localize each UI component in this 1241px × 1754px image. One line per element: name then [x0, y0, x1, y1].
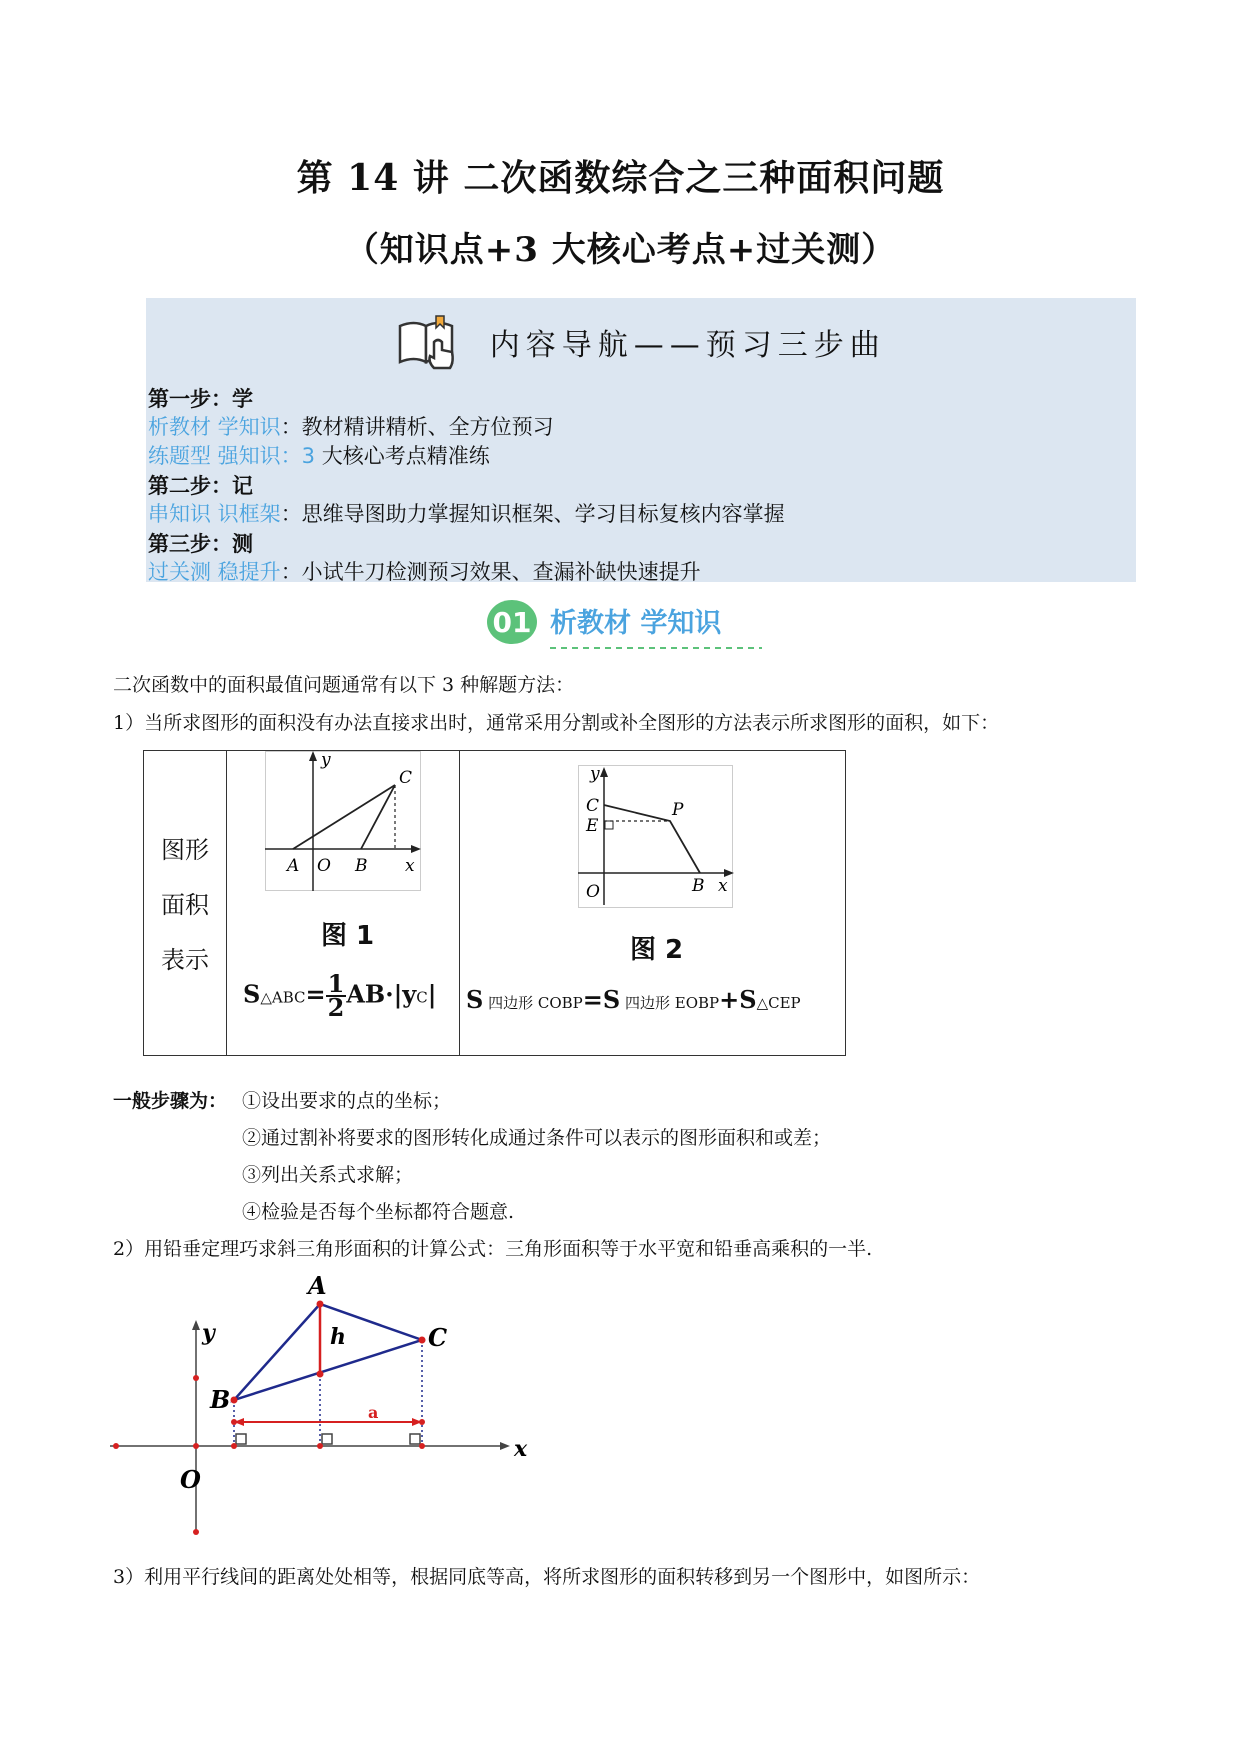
fig1-label-y: y — [321, 751, 331, 770]
formula2-s1: S — [466, 985, 484, 1014]
formula1-fraction — [326, 969, 347, 1022]
fig1-cell — [227, 751, 460, 1056]
table-label-cell — [144, 751, 227, 1056]
formula2-plus: + — [719, 985, 740, 1014]
figure-1 — [265, 751, 421, 893]
nav-line-4-text: ：小试牛刀检测预习效果、查漏补缺快速提升 — [280, 560, 701, 584]
fig3-label-h: h — [330, 1324, 346, 1350]
step-item-1: ①设出要求的点的坐标； — [242, 1090, 452, 1112]
badge-label: 析教材 学知识 — [550, 608, 722, 639]
nav-line-3 — [148, 500, 785, 529]
fig1-label-x: x — [405, 856, 415, 876]
formula1-den: 2 — [327, 993, 345, 1022]
fig3-label-b: B — [210, 1385, 231, 1414]
formula1-s: S — [243, 979, 261, 1009]
fig2-formula — [466, 985, 801, 1014]
nav-line-1-text: ：教材精讲精析、全方位预习 — [280, 415, 554, 439]
nav-line-3-text: ：思维导图助力掌握知识框架、学习目标复核内容掌握 — [280, 502, 785, 526]
step-item-4: ④检验是否每个坐标都符合题意. — [242, 1201, 515, 1223]
intro-text: 二次函数中的面积最值问题通常有以下 3 种解题方法： — [113, 674, 575, 696]
section-badge — [486, 598, 766, 654]
fig1-label-b: B — [355, 856, 368, 876]
fig3-label-y: y — [202, 1320, 215, 1346]
formula2-s3-sub: △CEP — [756, 994, 801, 1012]
label-line-3: 表示 — [161, 946, 209, 974]
fig2-caption: 图 2 — [630, 935, 684, 965]
formula1-s-sub: △ABC — [260, 988, 306, 1007]
fig3-label-a-width: a — [368, 1403, 379, 1422]
method-1-text: 1）当所求图形的面积没有办法直接求出时，通常采用分割或补全图形的方法表示所求图形的面积，如下： — [113, 712, 1000, 734]
formula1-eq: = — [305, 979, 326, 1009]
nav-line-3-label: 串知识 识框架 — [148, 502, 281, 526]
fig2-label-y: y — [590, 765, 600, 784]
nav-line-2-label: 练题型 强知识：3 — [148, 444, 316, 468]
step2-title: 第二步：记 — [148, 473, 253, 498]
step-item-3: ③列出关系式求解； — [242, 1164, 414, 1186]
label-line-1: 图形 — [161, 836, 209, 864]
fig2-label-p: P — [672, 800, 684, 820]
formula2-s2-sub: 四边形 EOBP — [620, 994, 720, 1012]
fig2-cell — [460, 751, 846, 1056]
step1-title: 第一步：学 — [148, 386, 253, 411]
content-navigation-box — [146, 298, 1136, 582]
label-line-2: 面积 — [161, 891, 209, 919]
nav-line-1-label: 析教材 学知识 — [148, 415, 281, 439]
fig2-label-x: x — [718, 876, 728, 896]
fig3-label-c: C — [428, 1323, 448, 1352]
page-title: 第 14 讲 二次函数综合之三种面积问题 — [296, 157, 945, 199]
formula2-s2: S — [602, 985, 621, 1014]
step-item-2: ②通过割补将要求的图形转化成通过条件可以表示的图形面积和或差； — [242, 1127, 832, 1149]
method-2-text: 2）用铅垂定理巧求斜三角形面积的计算公式：三角形面积等于水平宽和铅垂高乘积的一半. — [113, 1238, 873, 1260]
badge-number: 01 — [492, 606, 532, 639]
figure-3 — [110, 1270, 550, 1540]
step3-title: 第三步：测 — [148, 531, 253, 556]
nav-heading-text: 内容导航——预习三步曲 — [489, 328, 886, 363]
page-subtitle: （知识点+3 大核心考点+过关测） — [344, 230, 897, 270]
nav-heading — [146, 312, 1136, 372]
fig2-label-o: O — [586, 882, 600, 902]
formula2-s3: S — [739, 985, 757, 1014]
area-table — [143, 750, 846, 1056]
nav-line-4 — [148, 558, 701, 587]
fig1-label-a: A — [287, 856, 300, 876]
formula2-eq: = — [582, 985, 603, 1014]
fig3-label-x: x — [514, 1436, 528, 1462]
formula1-rhs: AB·|y — [346, 979, 417, 1009]
fig1-label-o: O — [317, 856, 331, 876]
fig2-label-c: C — [586, 796, 600, 816]
nav-line-2 — [148, 442, 490, 471]
fig1-formula — [243, 969, 437, 1022]
fig1-label-c: C — [399, 768, 413, 788]
steps-label: 一般步骤为： — [113, 1090, 228, 1112]
nav-line-2-text: 大核心考点精准练 — [315, 444, 490, 468]
fig2-label-b: B — [692, 876, 705, 896]
fig3-label-a-point: A — [308, 1271, 327, 1300]
formula1-rhs-sub: C — [416, 988, 428, 1007]
fig2-label-e: E — [586, 816, 599, 836]
formula1-rhs-end: | — [427, 979, 437, 1009]
fig1-caption: 图 1 — [321, 921, 375, 951]
method-3-text: 3）利用平行线间的距离处处相等，根据同底等高，将所求图形的面积转移到另一个图形中，如图所示： — [113, 1566, 981, 1588]
formula1-num: 1 — [327, 969, 345, 998]
nav-line-1 — [148, 413, 554, 442]
book-pointer-icon — [396, 312, 460, 372]
fig3-label-o: O — [180, 1465, 201, 1494]
nav-line-4-label: 过关测 稳提升 — [148, 560, 281, 584]
formula2-s1-sub: 四边形 COBP — [483, 994, 583, 1012]
figure-2 — [578, 765, 734, 909]
